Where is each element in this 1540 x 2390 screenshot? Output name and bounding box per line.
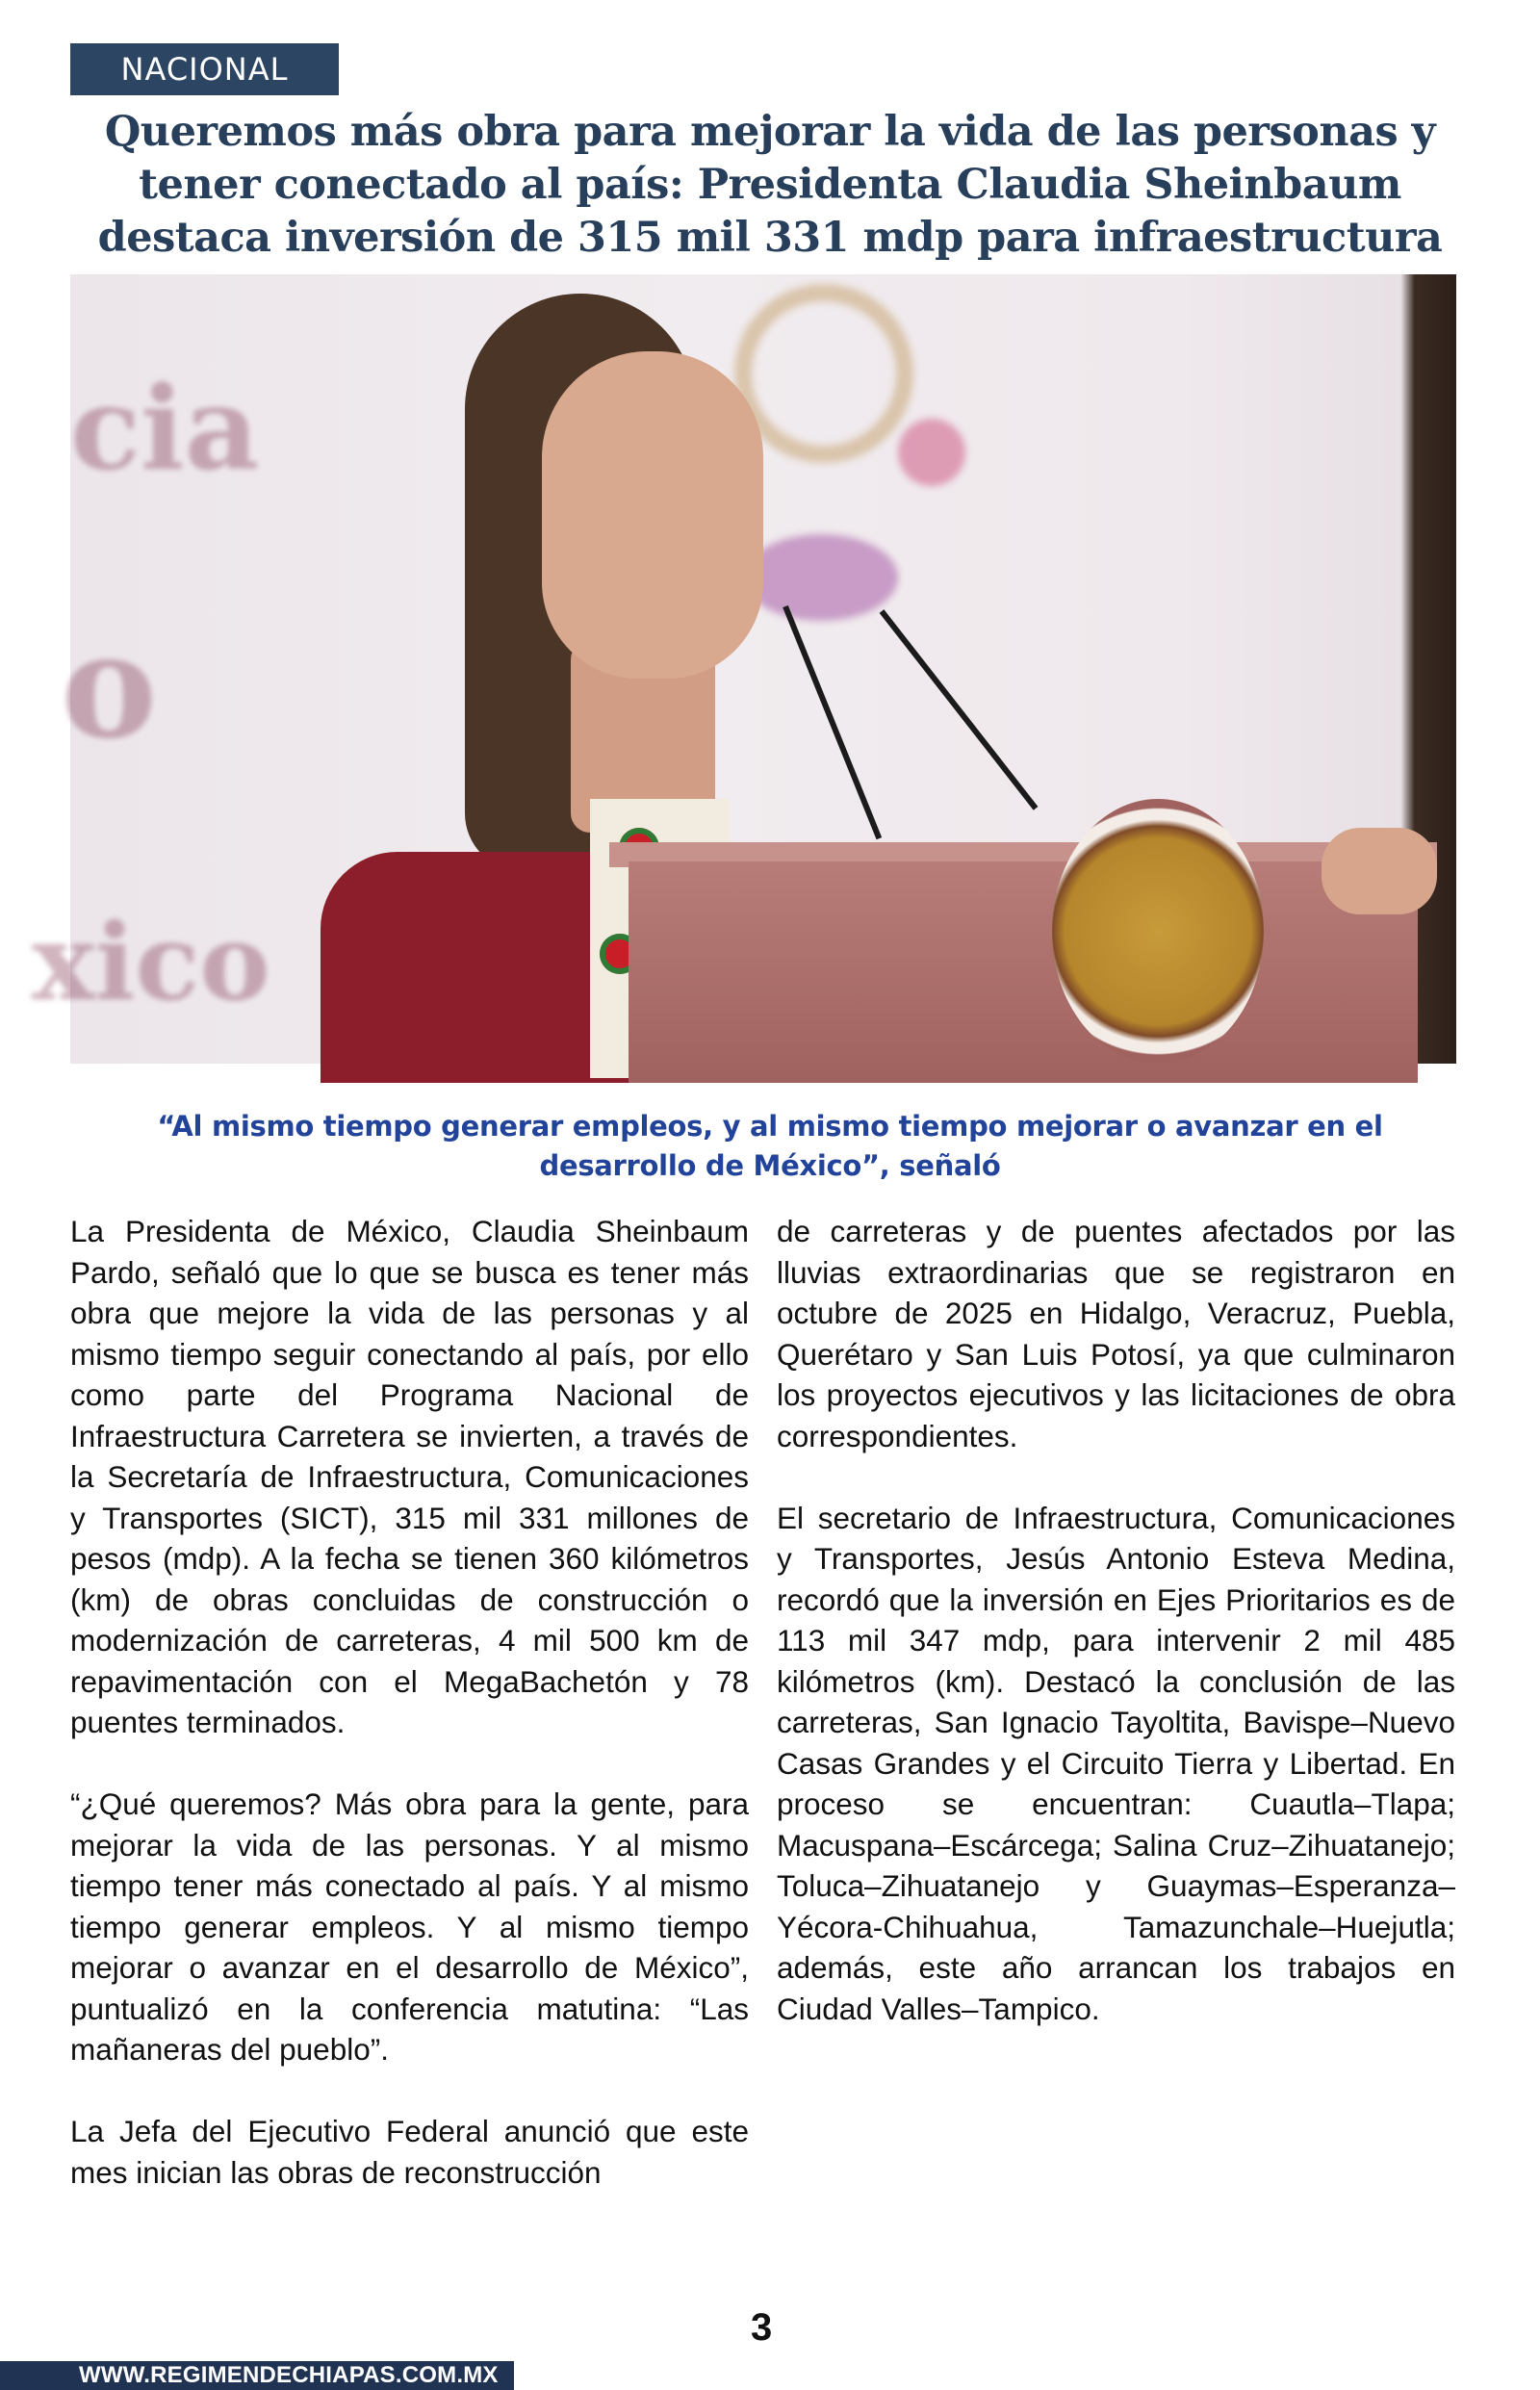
backdrop-text-3: xico bbox=[32, 900, 270, 1024]
paragraph: La Presidenta de México, Claudia Sheinbaum Pardo, señaló que lo que se busca es tener más obra que mejore la vida de las personas y al mismo tiempo seguir conectando al país, por ello como parte del Programa Nacional de Infraestructura Carretera se invierten, a través de la Secretaría de Infraestructura, Comunicaciones y Transportes (SICT), 315 mil 331 millones de pesos (mdp). A la fecha se tienen 360 kilómetros (km) de obras concluidas de construcción o modernización de carreteras, 4 mil 500 km de repavimentación con el MegaBachetón y 78 puentes terminados. bbox=[70, 1214, 749, 1739]
article-column-left bbox=[70, 1211, 749, 2234]
paragraph: “¿Qué queremos? Más obra para la gente, para mejorar la vida de las personas. Y al mismo tiempo tener más conectado al país. Y al mismo tiempo generar empleos. Y al mismo tiempo mejorar o avanzar en el desarrollo de México”, puntualizó en la conferencia matutina: “Las mañaneras del pueblo”. bbox=[70, 1786, 749, 2067]
microphone-left bbox=[783, 605, 882, 839]
article-column-right bbox=[777, 1211, 1455, 2070]
person-face bbox=[542, 351, 763, 679]
page-number: 3 bbox=[751, 2306, 773, 2349]
mexico-seal-icon bbox=[1052, 799, 1264, 1064]
section-label: NACIONAL bbox=[120, 51, 289, 88]
backdrop-ornament-pink bbox=[898, 419, 965, 486]
headline: Queremos más obra para mejorar la vida de las personas y tener conectado al país: Presidenta Claudia Sheinbaum destaca inversión de 315 mil 331 mdp para infraestructura bbox=[97, 108, 1443, 262]
paragraph: La Jefa del Ejecutivo Federal anunció que este mes inician las obras de reconstrucción bbox=[70, 2114, 749, 2190]
microphone-right bbox=[880, 609, 1039, 810]
backdrop-text-1: cia bbox=[70, 361, 260, 497]
person-hand bbox=[1322, 828, 1437, 914]
article-photo bbox=[32, 274, 1456, 1064]
backdrop-ornament-purple bbox=[744, 534, 898, 621]
section-tag bbox=[70, 43, 339, 95]
photo-caption: “Al mismo tiempo generar empleos, y al mismo tiempo mejorar o avanzar en el desarrollo de México”, señaló bbox=[157, 1110, 1383, 1182]
website-link[interactable]: WWW.REGIMENDECHIAPAS.COM.MX bbox=[79, 2362, 499, 2388]
footer-bar bbox=[0, 2361, 514, 2390]
backdrop-text-2: o bbox=[61, 602, 158, 771]
podium bbox=[629, 861, 1418, 1083]
paragraph: de carreteras y de puentes afectados por las lluvias extraordinarias que se registraron en octubre de 2025 en Hidalgo, Veracruz, Puebla, Querétaro y San Luis Potosí, ya que culminaron los proyectos ejecutivos y las licitaciones de obra correspondientes. bbox=[777, 1214, 1455, 1453]
paragraph: El secretario de Infraestructura, Comunicaciones y Transportes, Jesús Antonio Esteva Medina, recordó que la inversión en Ejes Prioritarios es de 113 mil 347 mdp, para intervenir 2 mil 485 kilómetros (km). Destacó la conclusión de las carreteras, San Ignacio Tayoltita, Bavispe–Nuevo Casas Grandes y el Circuito Tierra y Libertad. En proceso se encuentran: Cuautla–Tlapa; Macuspana–Escárcega; Salina Cruz–Zihuatanejo; Toluca–Zihuatanejo y Guaymas–Esperanza–Yécora-Chihuahua, Tamazunchale–Huejutla; además, este año arrancan los trabajos en Ciudad Valles–Tampico. bbox=[777, 1500, 1455, 2026]
